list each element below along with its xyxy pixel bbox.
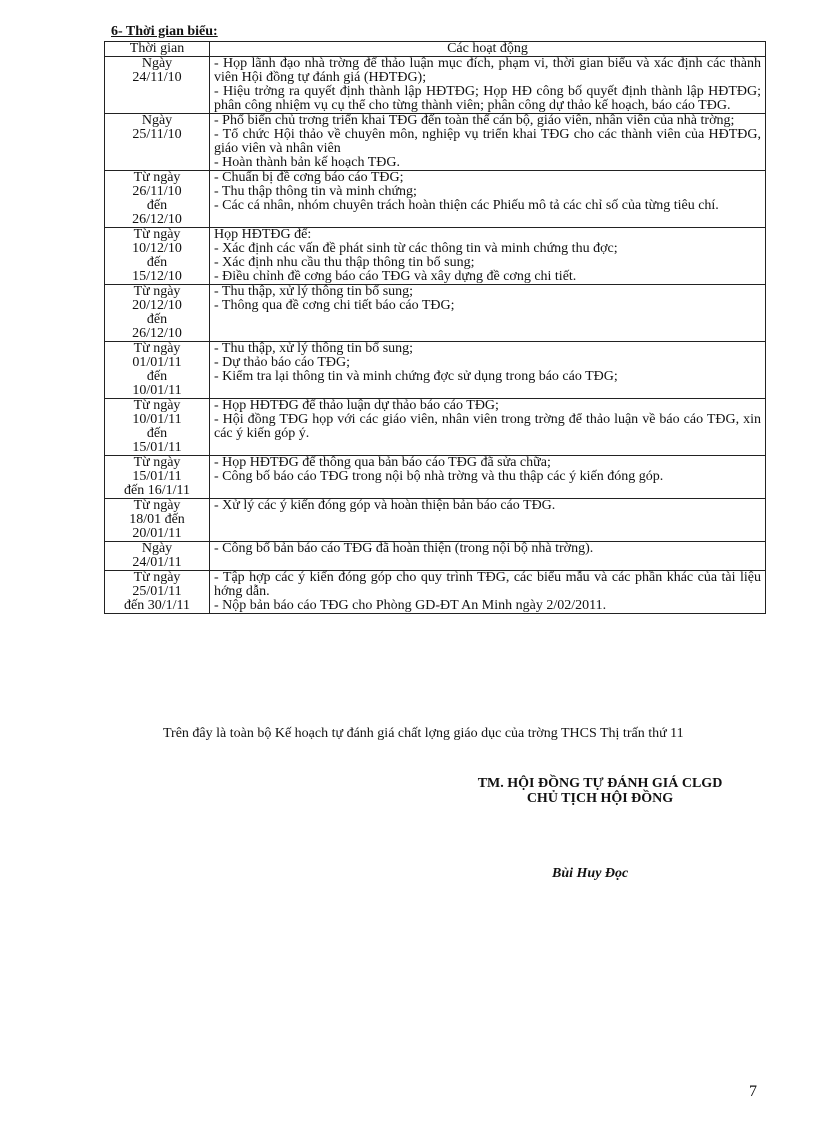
time-cell	[105, 542, 210, 571]
time-line: Từ ngày	[133, 284, 181, 299]
activity-item: - Hiệu trởng ra quyết định thành lập HĐTĐG; Họp HĐ công bố quyết định thành lập HĐTĐG; phân công nhiệm vụ cụ thể cho từng thành viên; phân công dự thảo kế hoạch, báo cáo TĐG.	[214, 84, 761, 113]
time-cell	[105, 571, 210, 614]
time-cell	[105, 228, 210, 285]
time-cell	[105, 399, 210, 456]
activity-item: - Thu thập, xử lý thông tin bổ sung;	[214, 284, 414, 299]
time-cell	[105, 114, 210, 171]
activity-item: - Công bố báo cáo TĐG trong nội bộ nhà trờng và thu thập các ý kiến đóng góp.	[214, 469, 664, 484]
time-line: Ngày	[141, 113, 173, 128]
header-time: Thời gian	[105, 42, 210, 57]
table-row	[105, 542, 766, 571]
activity-item: - Xác định nhu cầu thu thập thông tin bổ sung;	[214, 255, 475, 270]
signatory-name: Bùi Huy Đọc	[552, 866, 629, 881]
activities-cell	[210, 228, 766, 285]
activity-item: - Thu thập thông tin và minh chứng;	[214, 184, 417, 199]
activities-cell	[210, 399, 766, 456]
activities-cell	[210, 542, 766, 571]
time-line: đến 30/1/11	[124, 598, 190, 613]
time-line: 24/01/11	[132, 555, 182, 570]
closing-paragraph: Trên đây là toàn bộ Kế hoạch tự đánh giá chất lợng giáo dục của trờng THCS Thị trấn thứ 11	[163, 726, 684, 741]
activity-item: - Họp HĐTĐG để thảo luận dự thảo báo cáo TĐG;	[214, 398, 499, 413]
time-line: 10/12/10	[132, 241, 182, 256]
signature-block	[400, 776, 800, 806]
signature-role: CHỦ TỊCH HỘI ĐỒNG	[526, 791, 674, 806]
section-heading: 6- Thời gian biểu:	[111, 24, 218, 39]
time-cell	[105, 499, 210, 542]
activity-item: - Họp lãnh đạo nhà trờng để thảo luận mục đích, phạm vi, thời gian biểu và xác định các thành viên Hội đồng tự đánh giá (HĐTĐG);	[214, 56, 761, 85]
schedule-body	[105, 57, 766, 614]
time-line: 10/01/11	[132, 412, 182, 427]
table-row	[105, 57, 766, 114]
activities-cell	[210, 171, 766, 228]
activity-item: Họp HĐTĐG để:	[214, 227, 312, 242]
activities-cell	[210, 285, 766, 342]
table-row	[105, 571, 766, 614]
time-line: 15/01/11	[132, 440, 182, 455]
time-cell	[105, 171, 210, 228]
table-row	[105, 114, 766, 171]
activity-item: - Dự thảo báo cáo TĐG;	[214, 355, 351, 370]
table-row	[105, 399, 766, 456]
time-line: 20/12/10	[132, 298, 182, 313]
signature-title: TM. HỘI ĐỒNG TỰ ĐÁNH GIÁ CLGD	[477, 776, 723, 791]
time-cell	[105, 285, 210, 342]
activities-cell	[210, 114, 766, 171]
table-row	[105, 499, 766, 542]
activity-item: - Phổ biến chủ trơng triển khai TĐG đến toàn thể cán bộ, giáo viên, nhân viên của nhà trờng;	[214, 113, 735, 128]
time-line: Từ ngày	[133, 227, 181, 242]
time-cell	[105, 342, 210, 399]
time-line: 15/01/11	[132, 469, 182, 484]
time-line: 20/01/11	[132, 526, 182, 541]
time-line: 26/12/10	[132, 326, 182, 341]
time-line: Từ ngày	[133, 170, 181, 185]
activity-item: - Thu thập, xử lý thông tin bổ sung;	[214, 341, 414, 356]
activity-item: - Tổ chức Hội thảo về chuyên môn, nghiệp vụ triển khai TĐG cho các thành viên của HĐTĐG, giáo viên và nhân viên	[214, 127, 761, 156]
time-line: đến	[146, 312, 168, 327]
activities-cell	[210, 499, 766, 542]
time-line: Từ ngày	[133, 570, 181, 585]
time-line: Ngày	[141, 56, 173, 71]
time-line: 24/11/10	[132, 70, 182, 85]
table-row	[105, 456, 766, 499]
activity-item: - Các cá nhân, nhóm chuyên trách hoàn thiện các Phiếu mô tả các chỉ số của từng tiêu chí.	[214, 198, 719, 213]
activity-item: - Xác định các vấn đề phát sinh từ các thông tin và minh chứng thu đợc;	[214, 241, 618, 256]
time-line: Ngày	[141, 541, 173, 556]
activity-item: - Chuẩn bị đề cơng báo cáo TĐG;	[214, 170, 404, 185]
table-row	[105, 342, 766, 399]
activities-cell	[210, 571, 766, 614]
time-line: Từ ngày	[133, 455, 181, 470]
activity-item: - Hội đồng TĐG họp với các giáo viên, nhân viên trong trờng để thảo luận về báo cáo TĐG, xin các ý kiến góp ý.	[214, 412, 761, 441]
table-header-row	[105, 42, 766, 57]
activity-item: - Hoàn thành bản kế hoạch TĐG.	[214, 155, 400, 170]
header-activities: Các hoạt động	[210, 42, 766, 57]
time-line: 18/01 đến	[129, 512, 185, 527]
page-number: 7	[749, 1083, 757, 1100]
activity-item: - Công bố bản báo cáo TĐG đã hoàn thiện (trong nội bộ nhà trờng).	[214, 541, 594, 556]
table-row	[105, 228, 766, 285]
activity-item: - Tập hợp các ý kiến đóng góp cho quy trình TĐG, các biểu mẫu và các phần khác của tài liệu hớng dẫn.	[214, 570, 761, 599]
time-line: 25/11/10	[132, 127, 182, 142]
time-line: đến	[146, 426, 168, 441]
activities-cell	[210, 456, 766, 499]
time-line: đến 16/1/11	[124, 483, 190, 498]
time-line: 26/12/10	[132, 212, 182, 227]
time-line: 15/12/10	[132, 269, 182, 284]
table-row	[105, 171, 766, 228]
activity-item: - Xử lý các ý kiến đóng góp và hoàn thiện bản báo cáo TĐG.	[214, 498, 556, 513]
schedule-table	[104, 41, 766, 614]
time-line: 26/11/10	[132, 184, 182, 199]
time-line: đến	[146, 255, 168, 270]
activity-item: - Thông qua đề cơng chi tiết báo cáo TĐG;	[214, 298, 455, 313]
time-line: Từ ngày	[133, 498, 181, 513]
time-cell	[105, 456, 210, 499]
time-line: Từ ngày	[133, 341, 181, 356]
time-line: 25/01/11	[132, 584, 182, 599]
activity-item: - Kiểm tra lại thông tin và minh chứng đợc sử dụng trong báo cáo TĐG;	[214, 369, 618, 384]
table-row	[105, 285, 766, 342]
time-line: 01/01/11	[132, 355, 182, 370]
activity-item: - Điều chỉnh đề cơng báo cáo TĐG và xây dựng đề cơng chi tiết.	[214, 269, 577, 284]
activity-item: - Họp HĐTĐG để thông qua bản báo cáo TĐG đã sửa chữa;	[214, 455, 551, 470]
time-line: 10/01/11	[132, 383, 182, 398]
time-line: Từ ngày	[133, 398, 181, 413]
activities-cell	[210, 57, 766, 114]
time-line: đến	[146, 369, 168, 384]
time-line: đến	[146, 198, 168, 213]
activities-cell	[210, 342, 766, 399]
time-cell	[105, 57, 210, 114]
activity-item: - Nộp bản báo cáo TĐG cho Phòng GD-ĐT An Minh ngày 2/02/2011.	[214, 598, 607, 613]
